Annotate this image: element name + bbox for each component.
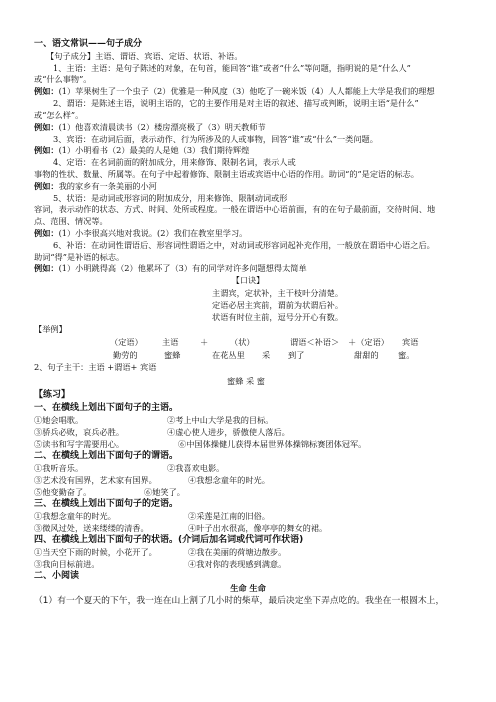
exercise-item: ①我听音乐。: [34, 463, 84, 473]
adverbial-definition: 5、状语：是动词或形容词的附加成分，用来修饰、限制动词或形: [53, 193, 288, 203]
exercise-item: ⑤读书和写字需要用心。: [34, 439, 125, 449]
exercise-item: ①她会唱歌。: [34, 415, 84, 425]
table-cell: 蜜。: [398, 350, 415, 360]
exercise-item: ②我喜欢电影。: [167, 463, 225, 473]
exercise-item: ④叶子出水很高，像亭亭的舞女的裙。: [188, 523, 328, 533]
subject-definition: 1、主语：主语：是句子陈述的对象，在句首，能回答“谁”或者“什么”等问题，指明说的是“什么人”: [53, 63, 411, 73]
table-cell: 到了: [288, 350, 305, 360]
table-cell: 主语: [162, 337, 179, 347]
adverbial-definition-cont2: 点、范围、情况等。: [34, 216, 108, 226]
object-definition: 3、宾语：在动词后面，表示动作、行为所涉及的人或事物，回答“谁”或“什么”一类问题。: [53, 134, 378, 144]
attribute-definition: 4、定语：在名词前面的附加成分，用来修饰、限制名词，表示人或: [53, 157, 296, 167]
rhyme-line: 状语有时位主前，逗号分开心有数。: [212, 312, 344, 322]
predicate-definition: 2、谓语：是陈述主语，说明主语的，它的主要作用是对主语的叙述、描写或判断，说明主语“是什么”: [53, 98, 419, 108]
exercise-item: ④虚心使人进步，骄傲使人落后。: [167, 427, 290, 437]
exercise-item: ③骄兵必败，哀兵必胜。: [34, 427, 125, 437]
example-tag: 【举例】: [34, 324, 67, 334]
exercise-item: ④我对你的表现感到满意。: [188, 559, 287, 569]
exercise-2-title: 二、在横线上划出下面句子的谓语。: [34, 451, 179, 461]
subject-definition-cont: 或“什么事物”。: [34, 74, 92, 84]
story-title: 生命 生命: [230, 583, 266, 593]
exercise-1-title: 一、在横线上划出下面句子的主语。: [34, 403, 179, 413]
table-cell: ＋: [200, 337, 209, 347]
exercise-item: ①我想念童年的时光。: [34, 511, 116, 521]
story-paragraph: （1）有一个夏天的下午，我一连在山上割了几小时的柴草，最后决定坐下弄点吃的。我坐在一根圆木上，: [34, 596, 445, 606]
table-cell: ＋（定语）: [348, 337, 389, 347]
table-cell: （定语）: [110, 337, 143, 347]
complement-definition: 6、补语：在动词性谓语后、形容词性谓语之中，对动词或形容词起补充作用，一般放在谓语中心语之后。: [53, 240, 435, 250]
exercise-item: ⑥中国体操健儿获得本届世界体操锦标赛团体冠军。: [178, 439, 367, 449]
section-title-grammar: 一、语文常识——句子成分: [34, 39, 143, 49]
exercise-item: ③艺术没有国界，艺术家有国界。: [34, 475, 157, 485]
exercise-item: ④我想念童年的时光。: [188, 475, 270, 485]
subject-example: 例如：(1）苹果树生了一个虫子（2）优雅是一种风度（3）他吃了一碗米饭（4）人人都能上大学是我们的理想: [34, 86, 435, 96]
rhyme-line: 主谓宾，定状补，主干枝叶分清楚。: [212, 288, 344, 298]
components-intro: 【句子成分】主语、谓语、宾语、定语、状语、补语。: [46, 51, 243, 61]
exercise-3-title: 三、在横线上划出下面句子的定语。: [34, 499, 179, 509]
predicate-definition-cont: 或“怎么样”。: [34, 110, 84, 120]
table-cell: 勤劳的: [113, 350, 138, 360]
sentence-trunk: 2、句子主干：主语 +谓语+ 宾语: [34, 362, 157, 372]
complement-example: 例如：(1）小明跳得高（2）他累坏了（3）有的同学对许多问题想得太简单: [34, 263, 307, 273]
exercise-item: ⑤他变勤奋了。: [34, 487, 92, 497]
table-cell: 采: [262, 350, 271, 360]
exercise-item: ②考上中山大学是我的目标。: [167, 415, 274, 425]
section-title-reading: 二、小阅读: [34, 571, 80, 581]
exercise-item: ①当天空下雨的时候，小花开了。: [34, 547, 157, 557]
rhyme-title: 【口诀】: [231, 275, 265, 285]
table-cell: 谓语＜补语＞: [290, 337, 340, 347]
table-cell: 甜甜的: [354, 350, 379, 360]
predicate-example: 例如：(1）他喜欢清晨读书（2）楼房漂亮极了（3）明天教师节: [34, 122, 266, 132]
adverbial-example: 例如：(1）小李很高兴地对我说。(2）我们在教室里学习。: [34, 228, 248, 238]
attribute-definition-cont: 事物的性状、数量、所属等。在句子中起着修饰、限制主语或宾语中心语的作用。助词“的”是定语的标志。: [34, 169, 419, 179]
exercise-item: ②采莲是江南的旧俗。: [188, 511, 270, 521]
sentence-trunk-example: 蜜蜂 采 蜜: [227, 376, 265, 386]
complement-definition-cont: 助词“得”是补语的标志。: [34, 252, 125, 262]
exercise-item: ③微风过处，送来缕缕的清香。: [34, 523, 149, 533]
exercise-4-title: 四、在横线上划出下面句子的状语。(介词后加名词或代词可作状语): [34, 535, 304, 545]
table-cell: 宾语: [402, 337, 419, 347]
exercise-item: ②我在美丽的荷塘边散步。: [188, 547, 287, 557]
exercise-item: ③我向目标前进。: [34, 559, 100, 569]
rhyme-line: 定语必居主宾前，谓前为状谓后补。: [212, 300, 344, 310]
table-cell: 在花丛里: [212, 350, 245, 360]
adverbial-definition-cont: 容词，表示动作的状态、方式、时间、处所或程度。一般在谓语中心语前面，有的在句子最前面，交待时间、地: [34, 204, 436, 214]
practice-tag: 【练习】: [34, 390, 71, 400]
attribute-example: 例如：我的家乡有一条美丽的小河: [34, 181, 157, 191]
table-cell: （状）: [230, 337, 255, 347]
table-cell: 蜜蜂: [164, 350, 181, 360]
exercise-item: ⑥她笑了。: [144, 487, 185, 497]
object-example: 例如：(1）小明看书（2）最美的人是她（3）我们期待辉煌: [34, 145, 250, 155]
